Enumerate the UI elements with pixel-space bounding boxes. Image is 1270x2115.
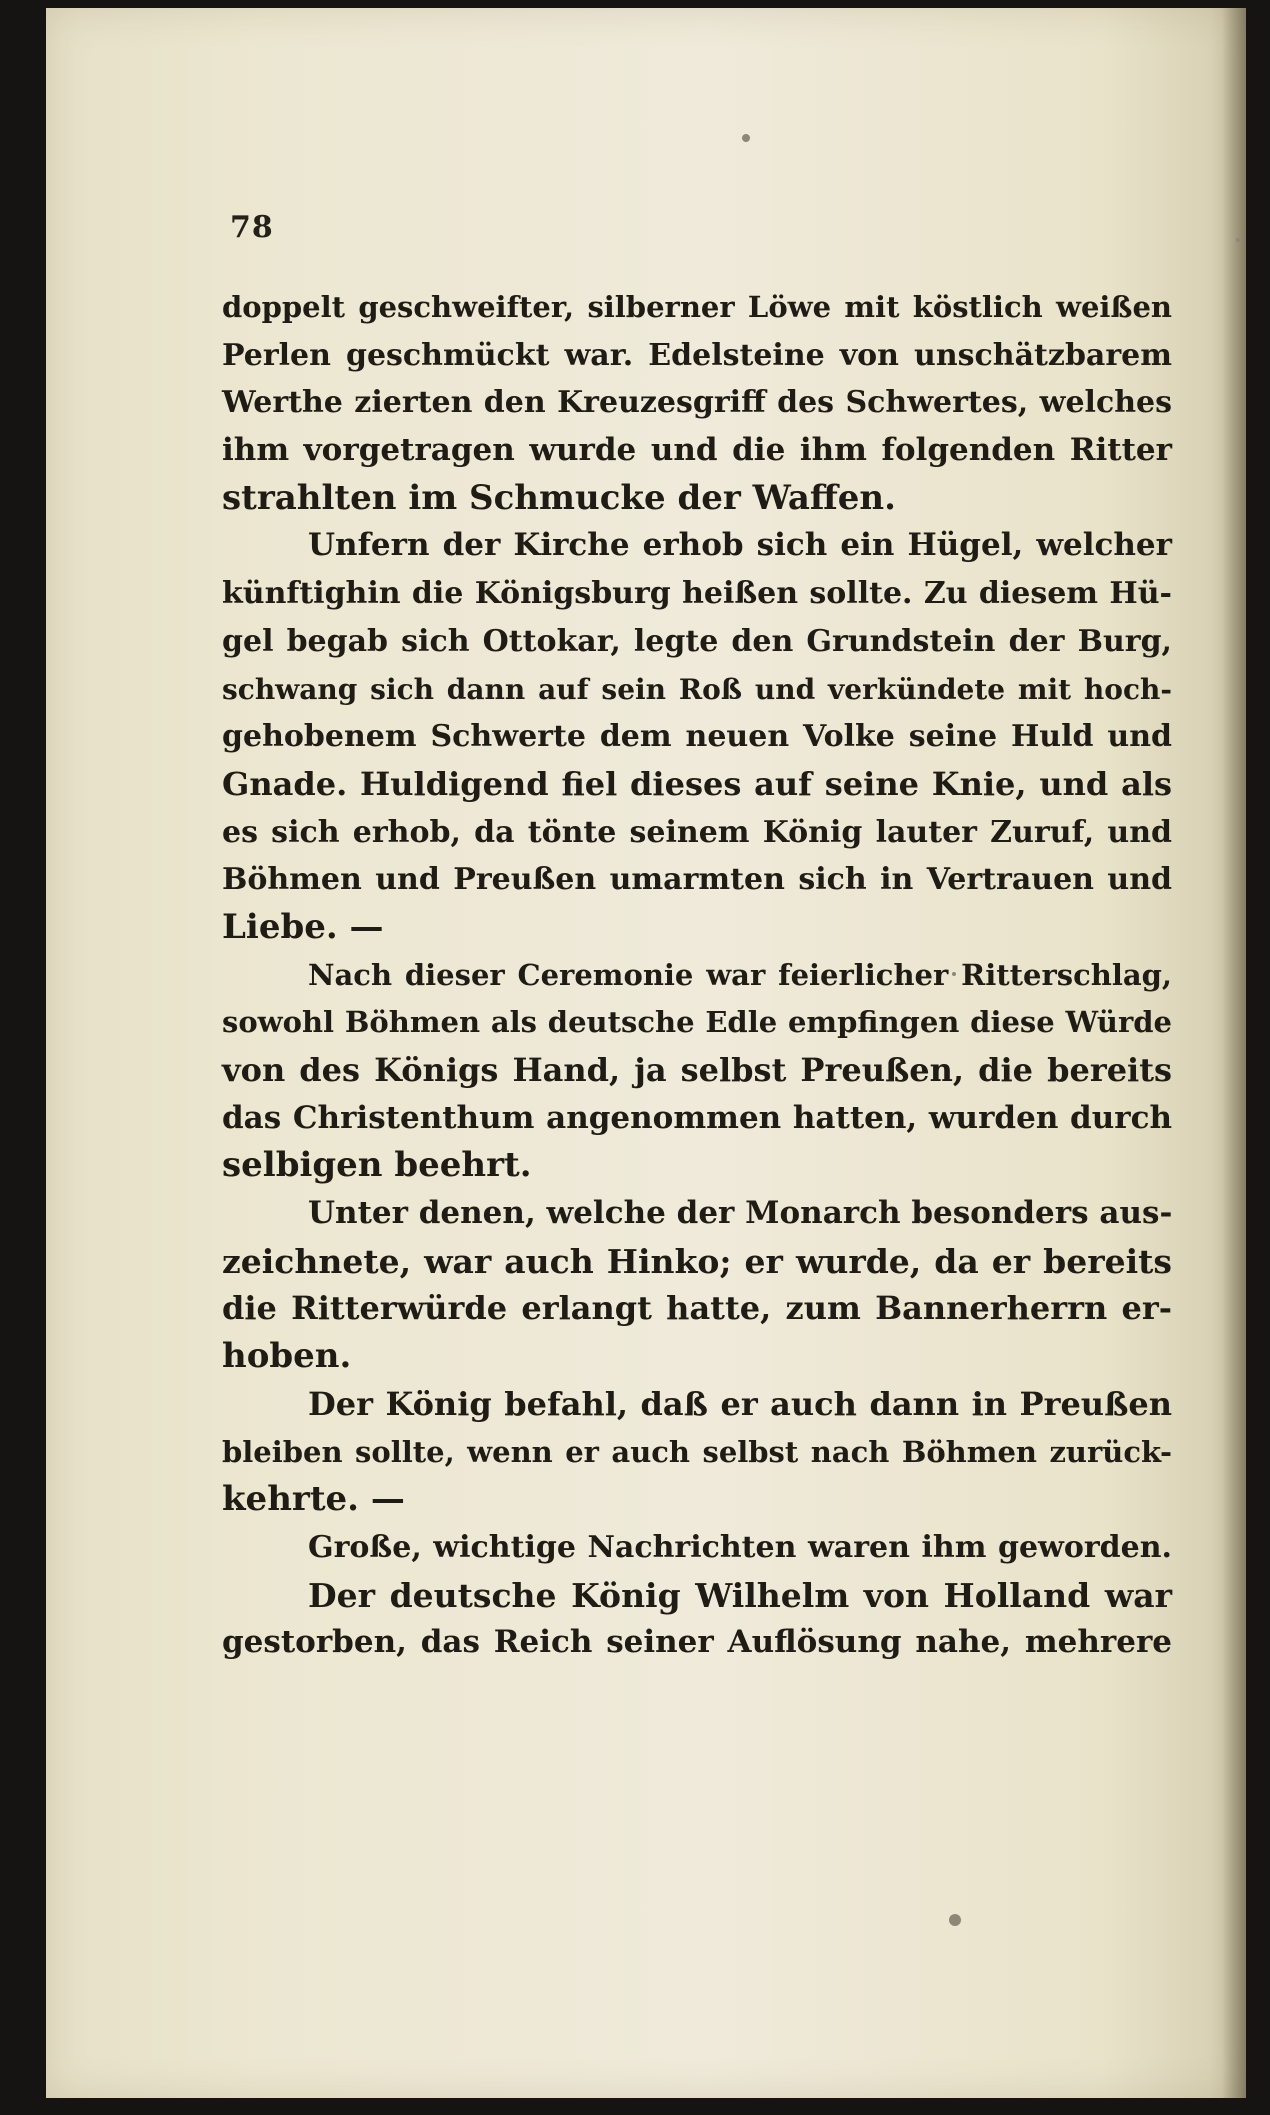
text-line: strahlten im Schmucke der Waffen. [222, 477, 896, 518]
page-number: 78 [230, 210, 274, 245]
ink-speck [1236, 238, 1240, 242]
text-line: Der König befahl, daß er auch dann in Preußen [308, 1384, 1172, 1423]
text-line: das Christenthum angenommen hatten, wurden durch [222, 1099, 1172, 1136]
text-line: von des Königs Hand, ja selbst Preußen, die bereits [222, 1051, 1172, 1089]
text-line: es sich erhob, da tönte seinem König lauter Zuruf, und [222, 814, 1172, 850]
text-line: gel begab sich Ottokar, legte den Grundstein der Burg, [222, 623, 1172, 659]
text-line: kehrte. — [222, 1479, 405, 1520]
text-line: künftighin die Königsburg heißen sollte. Zu diesem Hü- [222, 576, 1172, 612]
text-line: die Ritterwürde erlangt hatte, zum Bannerherrn er- [222, 1289, 1172, 1328]
text-line: Unter denen, welche der Monarch besonders aus- [308, 1195, 1173, 1232]
text-line: ihm vorgetragen wurde und die ihm folgenden Ritter [222, 432, 1172, 469]
text-line: gehobenem Schwerte dem neuen Volke seine Huld und [222, 719, 1172, 755]
text-line: Große, wichtige Nachrichten waren ihm geworden. [308, 1529, 1172, 1565]
text-line: Liebe. — [222, 906, 384, 947]
text-line: hoben. [222, 1336, 352, 1377]
text-line: zeichnete, war auch Hinko; er wurde, da er bereits [222, 1241, 1172, 1281]
ink-speck [949, 1914, 961, 1926]
text-line: Unfern der Kirche erhob sich ein Hügel, welcher [308, 527, 1172, 564]
text-line: selbigen beehrt. [222, 1145, 532, 1186]
text-line: bleiben sollte, wenn er auch selbst nach Böhmen zurück- [222, 1434, 1172, 1469]
text-line: sowohl Böhmen als deutsche Edle empfingen diese Würde [222, 1005, 1172, 1040]
text-line: Gnade. Huldigend fiel dieses auf seine Knie, und als [222, 764, 1172, 803]
text-line: gestorben, das Reich seiner Auflösung nahe, mehrere [222, 1624, 1172, 1661]
ink-speck [742, 134, 750, 142]
spine-shadow [1222, 8, 1246, 2098]
text-line: Perlen geschmückt war. Edelsteine von unschätzbarem [222, 337, 1172, 373]
text-line: schwang sich dann auf sein Roß und verkündete mit hoch- [222, 672, 1172, 706]
body-text [222, 284, 1172, 1667]
text-line: Nach dieser Ceremonie war feierlicher Ritterschlag, [308, 957, 1172, 992]
text-line: doppelt geschweifter, silberner Löwe mit köstlich weißen [222, 290, 1172, 324]
text-line: Werthe zierten den Kreuzesgriff des Schwertes, welches [222, 385, 1172, 421]
text-line: Der deutsche König Wilhelm von Holland war [308, 1575, 1172, 1615]
text-line: Böhmen und Preußen umarmten sich in Vertrauen und [222, 862, 1172, 898]
